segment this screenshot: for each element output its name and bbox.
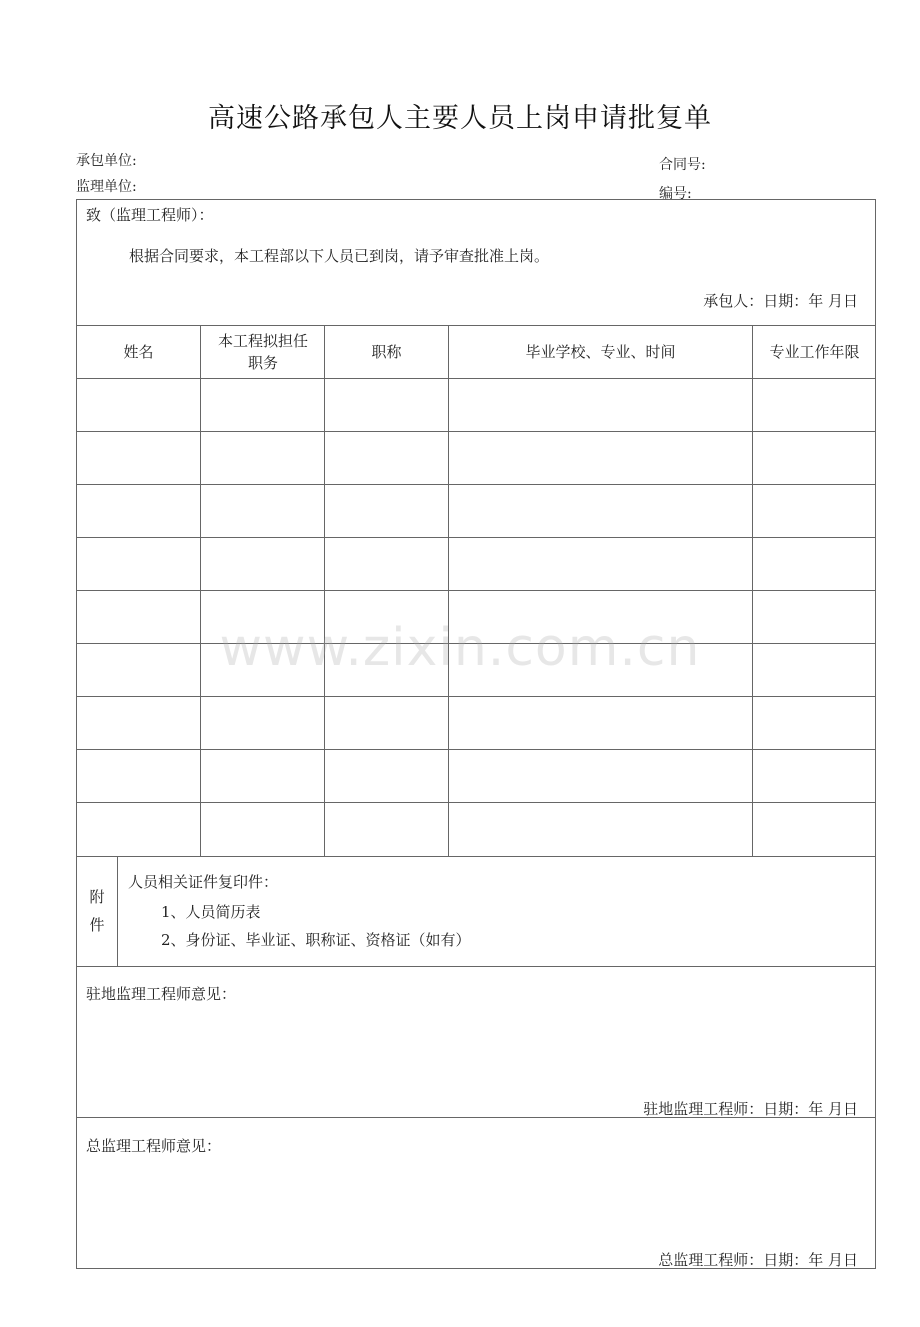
divider-row	[76, 431, 876, 432]
resident-opinion-label: 驻地监理工程师意见：	[86, 985, 237, 1003]
supervisor-unit-label: 监理单位:	[76, 179, 137, 195]
watermark: www.zixin.com.cn	[219, 618, 701, 678]
divider-row	[76, 537, 876, 538]
divider-row	[76, 749, 876, 750]
column-header-title: 职称	[371, 343, 402, 361]
resident-engineer-signature: 驻地监理工程师：日期：年 月日	[643, 1100, 858, 1118]
column-header-years: 专业工作年限	[769, 343, 860, 361]
divider-table-header	[76, 378, 876, 379]
attachment-label: 附件	[89, 888, 105, 934]
contractor-signature: 承包人：日期：年 月日	[703, 292, 858, 310]
column-divider	[752, 325, 753, 856]
column-header-name: 姓名	[123, 343, 154, 361]
divider-row	[76, 802, 876, 803]
chief-opinion-label: 总监理工程师意见：	[86, 1137, 222, 1155]
column-header-education: 毕业学校、专业、时间	[525, 343, 676, 361]
column-divider	[324, 325, 325, 856]
divider-row	[76, 590, 876, 591]
attachment-item: 2、身份证、毕业证、职称证、资格证（如有）	[161, 931, 471, 949]
page-title: 高速公路承包人主要人员上岗申请批复单	[208, 103, 712, 134]
attachment-heading: 人员相关证件复印件：	[128, 873, 279, 891]
attachment-divider	[117, 856, 118, 966]
column-divider	[448, 325, 449, 856]
attachment-item: 1、人员简历表	[161, 903, 261, 921]
divider-row	[76, 484, 876, 485]
contract-no-label: 合同号:	[659, 157, 706, 173]
notice-body: 根据合同要求，本工程部以下人员已到岗，请予审查批准上岗。	[129, 247, 550, 265]
contractor-unit-label: 承包单位:	[76, 153, 137, 169]
chief-engineer-signature: 总监理工程师：日期：年 月日	[658, 1251, 858, 1269]
column-divider	[200, 325, 201, 856]
divider-table-end	[76, 856, 876, 857]
notice-addressee: 致（监理工程师）：	[86, 206, 214, 224]
column-header-position: 本工程拟担任职务	[217, 332, 308, 372]
divider-attachment-end	[76, 966, 876, 967]
divider-row	[76, 696, 876, 697]
serial-no-label: 编号:	[659, 186, 692, 202]
